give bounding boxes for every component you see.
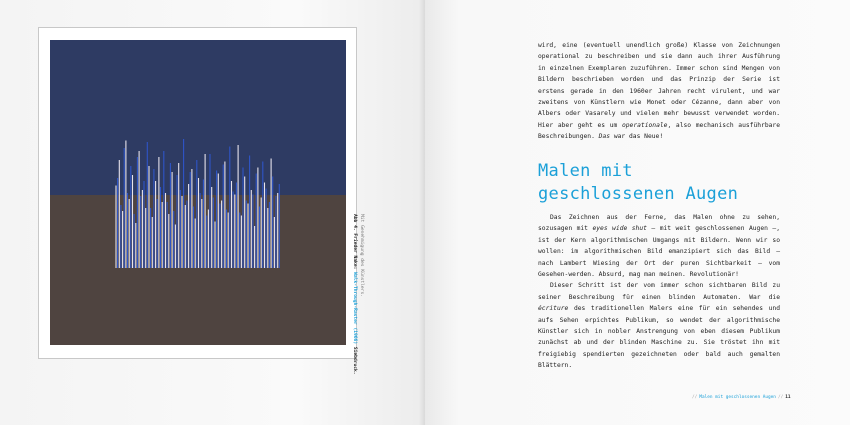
emphasis: Das: [598, 133, 611, 141]
footer-section-title: Malen mit geschlossenen Augen: [699, 395, 776, 400]
paragraph-intro: [538, 40, 780, 143]
caption-fig-label: Abb 4.: [352, 214, 358, 231]
emphasis: écriture: [538, 305, 569, 313]
footer-separator: //: [777, 395, 784, 400]
footer-separator: //: [692, 395, 698, 400]
text-run: war das Neue!: [610, 133, 664, 141]
text-run: des traditionellen Malers eine für ein sehendes und aufs Sehen erpichtes Publikum, so wendet der algorithmische Künstler sich in nobler Anstrengung von eben diesem Publikum zunächst ab und der blinden Maschine zu. Sie tröstet ihn mit freigiebig spendierten gezeichneten oder bald auch gemalten Blättern.: [538, 305, 780, 370]
caption-main: [351, 214, 358, 404]
heading-line-2: geschlossenen Augen: [538, 184, 739, 204]
caption-technique: Siebdruck.: [352, 346, 358, 375]
paragraph-body: [538, 212, 780, 372]
heading-line-1: Malen mit: [538, 161, 633, 181]
emphasis: eyes wide shut: [592, 225, 647, 233]
artwork-sky: [50, 40, 346, 195]
artwork-svg: [50, 40, 346, 345]
running-footer: [690, 395, 800, 400]
text-run: – mit weit geschlossenen Augen –, ist der Kern algorithmischen Umgangs mit Bildern. Wenn wir so wollen: im algorithmischen Bild emanzipiert sich das Bild – nach Lambert Wiesing der Ort der puren Sichtbarkeit – vom Gesehen-werden. Absurd, mag man meinen. Revolutionär!: [538, 225, 780, 279]
text-run: Dieser Schritt ist der vom immer schon sichtbaren Bild zu seiner Beschreibung für einen blinden Automaten. War die: [538, 282, 780, 301]
text-run: Das Zeichnen aus der Ferne, das Malen ohne zu sehen, sozusagen mit: [538, 214, 780, 233]
caption-year: (1966): [352, 327, 358, 345]
text-run: , also mechanisch ausführbare Beschreibungen.: [538, 121, 780, 141]
caption-title: Walk-Through-Raster: [352, 272, 358, 325]
caption-permission: Mit Genehmigung des Künstlers.: [359, 214, 364, 297]
artwork-image: [50, 40, 346, 345]
caption-artist: Frieder Nake:: [352, 233, 358, 270]
emphasis: operationale: [621, 121, 668, 129]
text-run: wird, eine (eventuell unendlich große) Klasse von Zeichnungen operational zu beschreiben und sie dann auch ihrer Ausführung in einzelnen Exemplaren zuzuführen. Immer schon sind Mengen von Bildern beschrieben worden und das Prinzip der Serie ist erstens gerade in den 1960er Jahren recht virulent, und war zweitens von Künstlern wie Monet oder Cézanne, dann aber von Albers oder Vasarely und vielen mehr bewusst verwendet worden. Hier aber geht es um: [538, 42, 780, 129]
figure-caption: [351, 214, 364, 404]
section-heading: [538, 160, 798, 206]
page-number: 11: [785, 395, 791, 400]
